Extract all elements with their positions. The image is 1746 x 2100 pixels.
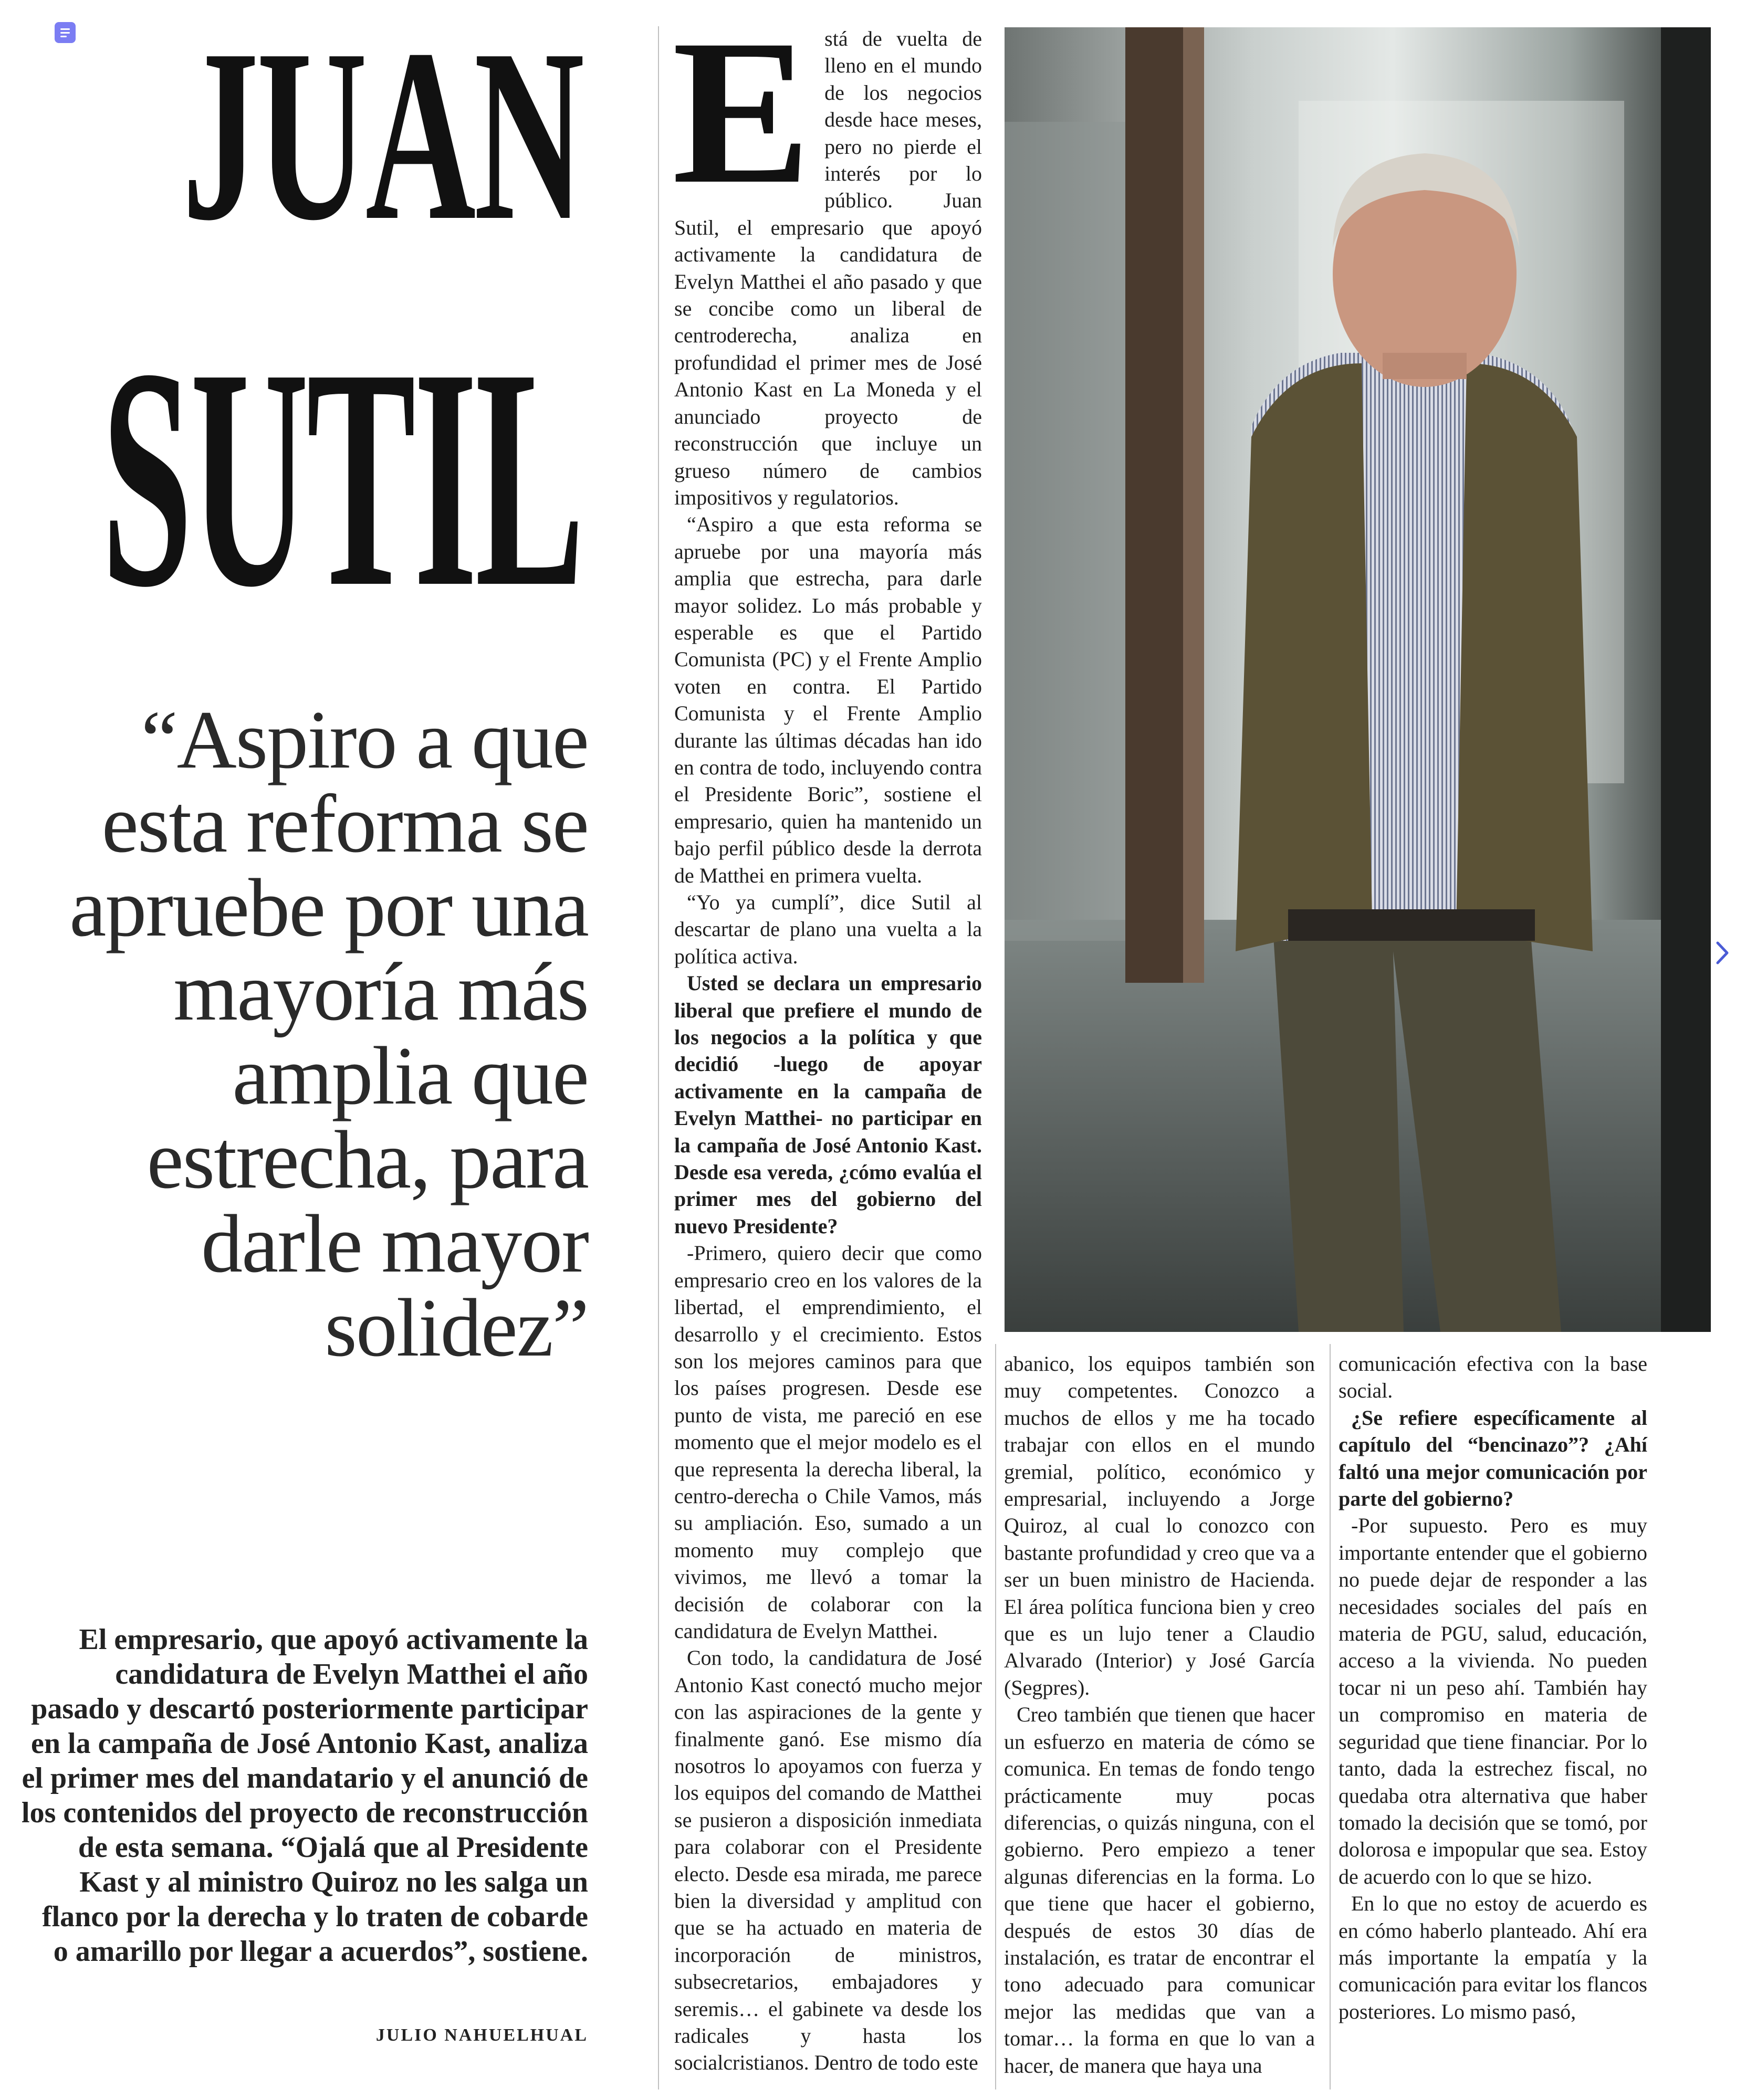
drop-cap: E	[672, 0, 811, 227]
paragraph: “Yo ya cumplí”, dice Sutil al descartar de plano una vuelta a la política activa.	[674, 890, 982, 968]
interview-question: Usted se declara un empresario liberal que prefiere el mundo de los negocios a la política y que decidió -luego de apoyar activamente en la campaña de Evelyn Matthei- no participar en la campaña de José Antonio Kast. Desde esa vereda, ¿cómo evalúa el primer mes del gobierno del nuevo Presidente?	[674, 971, 982, 1238]
interview-question: ¿Se refiere específicamente al capítulo del “bencinazo”? ¿Ahí faltó una mejor comunicación por parte del gobierno?	[1339, 1405, 1647, 1511]
column-rule	[995, 1344, 996, 2090]
paragraph: abanico, los equipos también son muy competentes. Conozco a muchos de ellos y me ha tocado trabajar con ellos en el mundo gremial, político, económico y empresarial, incluyendo a Jorge Quiroz, al cual lo conozco con bastante profundidad y creo que va a ser un buen ministro de Hacienda. El área política funciona bien y creo que es un lujo tener a Claudio Alvarado (Interior) y José García (Segpres).	[1004, 1352, 1315, 1699]
headline-last-name: SUTIL	[101, 303, 582, 652]
byline: JULIO NAHUELHUAL	[375, 2025, 588, 2045]
pull-quote: “Aspiro a que esta reforma se apruebe por una mayoría más amplia que estrecha, para darle mayor solidez”	[69, 694, 588, 1374]
column-rule	[1330, 1344, 1331, 2090]
paragraph: Creo también que tienen que hacer un esfuerzo en materia de cómo se comunica. En temas de fondo tengo prácticamente muy pocas diferencias, o quizás ninguna, con el gobierno. Pero empiezo a tener algunas diferencias en la forma. Lo que tiene que hacer el gobierno, después de estos 30 días de instalación, es tratar de encontrar el tono adecuado para comunicar mejor las medidas que van a tomar… la forma en que lo van a hacer, de manera que haya una	[1004, 1703, 1315, 2077]
paragraph: -Por supuesto. Pero es muy importante entender que el gobierno no puede dejar de responder a las necesidades sociales del país en materia de PGU, salud, educación, acceso a la vivienda. No pueden tocar ni un peso ahí. También hay un compromiso en materia de seguridad que tiene financiar. Por lo tanto, dada la estrechez fiscal, no quedaba otra alternativa que haber tomado la decisión que se tomó, por dolorosa e impopular que sea. Estoy de acuerdo con lo que se hizo.	[1339, 1514, 1647, 1888]
portrait-photo	[1005, 27, 1711, 1332]
headline-first-name: JUAN	[182, 0, 582, 271]
standfirst: El empresario, que apoyó activamente la candidatura de Evelyn Matthei el año pasado y descartó posteriormente participar en la campaña de José Antonio Kast, analiza el primer mes del mandatario y el anunció de los contenidos del proyecto de reconstrucción de esta semana. “Ojalá que al Presidente Kast y al ministro Quiroz no les salga un flanco por la derecha y lo traten de cobarde o amarillo por llegar a acuerdos”, sostiene.	[22, 1623, 588, 1968]
article-column-3	[1339, 1350, 1647, 2025]
menu-icon[interactable]	[55, 22, 76, 43]
paragraph: En lo que no estoy de acuerdo es en cómo haberlo planteado. Ahí era más importante la empatía y la comunicación para evitar los flancos posteriores. Lo mismo pasó,	[1339, 1892, 1647, 2023]
paragraph: “Aspiro a que esta reforma se apruebe por una mayoría más amplia que estrecha, para darle mayor solidez. Lo más probable y esperable es que el Partido Comunista (PC) y el Frente Amplio voten en contra. El Partido Comunista y el Frente Amplio durante las últimas décadas han ido en contra de todo, incluyendo contra el Presidente Boric”, sostiene el empresario, quien ha mantenido un bajo perfil público desde la derrota de Matthei en primera vuelta.	[674, 512, 982, 887]
article-column-1	[672, 0, 982, 2076]
paragraph: comunicación efectiva con la base social.	[1339, 1352, 1647, 1403]
column-rule	[658, 26, 659, 2090]
paragraph: -Primero, quiero decir que como empresario creo en los valores de la libertad, el emprendimiento, el desarrollo y el crecimiento. Estos son los mejores caminos para que los países progresen. Desde ese punto de vista, me pareció en ese momento que el mejor modelo es el que representa la derecha liberal, la centro-derecha o Chile Vamos, más su ampliación. Eso, sumado a un momento muy complejo que vivimos, me llevó a tomar la decisión de colaborar con la candidatura de Evelyn Matthei.	[674, 1241, 982, 1643]
paragraph: stá de vuelta de lleno en el mundo de los negocios desde hace meses, pero no pierde el interés por lo público. Juan Sutil, el empresario que apoyó activamente la candidatura de Evelyn Matthei el año pasado y que se concibe como un liberal de centroderecha, analiza en profundidad el primer mes de José Antonio Kast en La Moneda y el anunciado proyecto de reconstrucción que incluye un grueso número de cambios impositivos y regulatorios.	[674, 27, 982, 509]
article-column-2	[1004, 1350, 1315, 2079]
chevron-right-icon[interactable]	[1714, 940, 1730, 966]
paragraph: Con todo, la candidatura de José Antonio Kast conectó mucho mejor con las aspiraciones de la gente y finalmente ganó. Ese mismo día nosotros lo apoyamos con fuerza y los equipos del comando de Matthei se pusieron a disposición inmediata para colaborar con el Presidente electo. Desde esa mirada, me parece bien la diversidad y amplitud con que se ha actuado en materia de incorporación de ministros, subsecretarios, embajadores y seremis… el gabinete va desde los radicales y hasta los socialcristianos. Dentro de todo este	[674, 1646, 982, 2075]
